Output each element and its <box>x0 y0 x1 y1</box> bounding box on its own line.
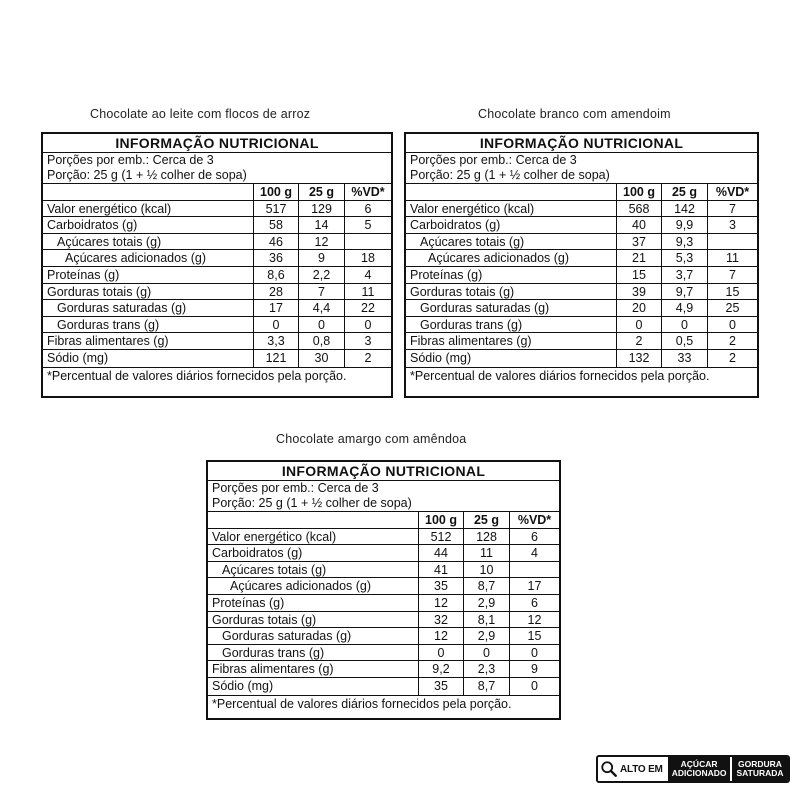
seal-fat-line1: GORDURA <box>738 759 782 769</box>
nutrient-label: Açúcares adicionados (g) <box>406 250 617 266</box>
value-25g: 9,3 <box>662 234 708 250</box>
header-cell: %VD* <box>715 185 750 199</box>
value-vd: 22 <box>361 301 375 316</box>
table-row <box>406 350 757 367</box>
value-100g: 35 <box>419 578 464 594</box>
serving-size: Porção: 25 g (1 + ½ colher de sopa) <box>47 168 247 182</box>
value-vd: 25 <box>725 301 740 316</box>
table-row <box>406 300 757 317</box>
nutrient-label: Gorduras saturadas (g) <box>406 300 617 316</box>
header-cell: 100 g <box>419 512 464 528</box>
panel-caption: Chocolate amargo com amêndoa <box>276 432 467 446</box>
value-25g: 4,9 <box>662 300 708 316</box>
value-25g: 2,9 <box>464 595 510 611</box>
table-row <box>208 628 559 645</box>
value-25g: 0,5 <box>662 333 708 349</box>
nutrient-label: Açúcares adicionados (g) <box>208 578 419 594</box>
nutrient-label: Proteínas (g) <box>43 267 254 283</box>
nutrient-label: Valor energético (kcal) <box>43 201 254 217</box>
nutrient-label: Açúcares adicionados (g) <box>43 250 254 266</box>
value-vd: 11 <box>726 251 739 266</box>
nutrient-label: Fibras alimentares (g) <box>43 333 254 349</box>
nutrient-label: Gorduras totais (g) <box>406 284 617 300</box>
value-vd: 0 <box>364 317 372 332</box>
table-header-row <box>406 184 757 201</box>
value-vd <box>345 234 391 250</box>
value-100g: 8,6 <box>254 267 299 283</box>
value-25g: 11 <box>464 545 510 561</box>
table-row <box>406 250 757 267</box>
table-title: INFORMAÇÃO NUTRICIONAL <box>406 134 757 153</box>
value-100g: 36 <box>254 250 299 266</box>
value-25g: 2,3 <box>464 661 510 677</box>
value-100g: 568 <box>617 201 662 217</box>
seal-alto-em <box>598 757 666 781</box>
header-cell <box>43 184 254 200</box>
header-cell: 100 g <box>617 184 662 200</box>
value-25g: 7 <box>299 284 345 300</box>
nutrient-label: Gorduras saturadas (g) <box>208 628 419 644</box>
table-row <box>43 234 391 251</box>
header-cell: %VD* <box>517 513 552 527</box>
nutrient-label: Gorduras totais (g) <box>208 612 419 628</box>
front-warning-seal <box>596 755 790 783</box>
value-25g: 8,7 <box>464 578 510 594</box>
value-vd: 0 <box>531 645 538 660</box>
value-vd: 15 <box>527 629 542 644</box>
value-100g: 40 <box>617 217 662 233</box>
value-vd: 17 <box>527 579 542 594</box>
value-25g: 0 <box>299 317 345 333</box>
table-row <box>406 267 757 284</box>
nutrient-label: Gorduras trans (g) <box>208 645 419 661</box>
table-row <box>43 267 391 284</box>
seal-saturated-fat <box>730 757 787 781</box>
table-header-row <box>43 184 391 201</box>
value-vd: 2 <box>729 350 736 365</box>
value-100g: 37 <box>617 234 662 250</box>
nutrient-label: Açúcares totais (g) <box>406 234 617 250</box>
seal-sugar-line1: AÇÚCAR <box>680 759 718 769</box>
nutrient-label: Proteínas (g) <box>208 595 419 611</box>
value-25g: 8,7 <box>464 678 510 695</box>
nutrient-label: Carboidratos (g) <box>406 217 617 233</box>
value-100g: 0 <box>419 645 464 661</box>
value-25g: 4,4 <box>299 300 345 316</box>
value-100g: 2 <box>617 333 662 349</box>
table-row <box>43 317 391 334</box>
table-row <box>43 201 391 218</box>
footnote: *Percentual de valores diários fornecidos pela porção. <box>406 367 757 385</box>
nutrient-label: Carboidratos (g) <box>208 545 419 561</box>
header-cell: %VD* <box>351 185 385 199</box>
table-row <box>43 350 391 367</box>
table-title: INFORMAÇÃO NUTRICIONAL <box>208 462 559 481</box>
value-vd: 4 <box>531 546 538 561</box>
value-25g: 128 <box>464 529 510 545</box>
value-25g: 0 <box>662 317 708 333</box>
table-row <box>208 612 559 629</box>
nutrient-label: Sódio (mg) <box>406 350 617 367</box>
panel-caption: Chocolate branco com amendoim <box>478 107 671 121</box>
value-vd: 12 <box>527 612 542 627</box>
value-100g: 0 <box>254 317 299 333</box>
value-100g: 20 <box>617 300 662 316</box>
value-100g: 35 <box>419 678 464 695</box>
nutrient-label: Fibras alimentares (g) <box>208 661 419 677</box>
table-row <box>208 545 559 562</box>
value-100g: 39 <box>617 284 662 300</box>
value-vd <box>510 562 559 578</box>
nutrient-label: Açúcares totais (g) <box>43 234 254 250</box>
nutrient-label: Sódio (mg) <box>43 350 254 367</box>
nutrition-table-milk-rice <box>41 132 393 398</box>
nutrient-label: Sódio (mg) <box>208 678 419 695</box>
nutrient-label: Fibras alimentares (g) <box>406 333 617 349</box>
table-title: INFORMAÇÃO NUTRICIONAL <box>43 134 391 153</box>
value-vd: 15 <box>725 284 740 299</box>
value-vd: 4 <box>364 267 372 282</box>
value-25g: 9,7 <box>662 284 708 300</box>
table-row <box>406 201 757 218</box>
value-25g: 9,9 <box>662 217 708 233</box>
table-header-row <box>208 512 559 529</box>
servings-per-package: Porções por emb.: Cerca de 3 <box>212 481 379 495</box>
table-row <box>406 217 757 234</box>
value-100g: 15 <box>617 267 662 283</box>
header-cell: 25 g <box>299 184 345 200</box>
nutrient-label: Gorduras trans (g) <box>43 317 254 333</box>
value-25g: 0,8 <box>299 333 345 349</box>
table-row <box>43 217 391 234</box>
header-cell: 25 g <box>464 512 510 528</box>
serving-size: Porção: 25 g (1 + ½ colher de sopa) <box>212 496 412 510</box>
value-100g: 9,2 <box>419 661 464 677</box>
nutrient-label: Gorduras saturadas (g) <box>43 300 254 316</box>
value-vd <box>708 234 757 250</box>
value-100g: 41 <box>419 562 464 578</box>
value-25g: 30 <box>299 350 345 367</box>
footnote: *Percentual de valores diários fornecidos pela porção. <box>208 695 559 713</box>
table-row <box>43 250 391 267</box>
header-cell <box>406 184 617 200</box>
table-row <box>406 333 757 350</box>
value-100g: 517 <box>254 201 299 217</box>
seal-sugar-line2: ADICIONADO <box>671 768 727 778</box>
value-vd: 3 <box>364 334 372 349</box>
panel-caption: Chocolate ao leite com flocos de arroz <box>90 107 311 121</box>
value-100g: 46 <box>254 234 299 250</box>
value-100g: 17 <box>254 300 299 316</box>
magnifier-icon <box>600 760 618 778</box>
value-25g: 10 <box>464 562 510 578</box>
value-100g: 21 <box>617 250 662 266</box>
table-row <box>208 562 559 579</box>
serving-size: Porção: 25 g (1 + ½ colher de sopa) <box>410 168 610 182</box>
value-100g: 121 <box>254 350 299 367</box>
value-100g: 58 <box>254 217 299 233</box>
value-vd: 7 <box>729 267 736 282</box>
table-row <box>208 578 559 595</box>
value-100g: 512 <box>419 529 464 545</box>
nutrient-label: Proteínas (g) <box>406 267 617 283</box>
value-25g: 142 <box>662 201 708 217</box>
servings-per-package: Porções por emb.: Cerca de 3 <box>47 153 214 167</box>
table-row <box>406 317 757 334</box>
value-100g: 3,3 <box>254 333 299 349</box>
value-100g: 28 <box>254 284 299 300</box>
seal-alto-label: ALTO EM <box>620 763 663 775</box>
nutrient-label: Valor energético (kcal) <box>406 201 617 217</box>
value-25g: 8,1 <box>464 612 510 628</box>
value-25g: 2,2 <box>299 267 345 283</box>
value-vd: 9 <box>531 662 538 677</box>
header-cell <box>208 512 419 528</box>
seal-added-sugar <box>666 757 731 781</box>
value-100g: 12 <box>419 595 464 611</box>
nutrient-label: Gorduras totais (g) <box>43 284 254 300</box>
value-25g: 9 <box>299 250 345 266</box>
footnote: *Percentual de valores diários fornecidos pela porção. <box>43 367 391 385</box>
value-25g: 12 <box>299 234 345 250</box>
value-100g: 132 <box>617 350 662 367</box>
nutrition-table-dark-almond <box>206 460 561 720</box>
nutrient-label: Valor energético (kcal) <box>208 529 419 545</box>
header-cell: 100 g <box>254 184 299 200</box>
value-100g: 44 <box>419 545 464 561</box>
table-row <box>208 645 559 662</box>
value-vd: 0 <box>729 317 736 332</box>
header-cell: 25 g <box>662 184 708 200</box>
table-row <box>208 595 559 612</box>
table-row <box>406 284 757 301</box>
value-25g: 14 <box>299 217 345 233</box>
value-100g: 12 <box>419 628 464 644</box>
nutrition-table-white-peanut <box>404 132 759 398</box>
nutrient-rows <box>406 183 757 367</box>
value-25g: 2,9 <box>464 628 510 644</box>
value-25g: 0 <box>464 645 510 661</box>
table-row <box>406 234 757 251</box>
nutrient-rows <box>208 511 559 695</box>
value-vd: 3 <box>729 218 736 233</box>
seal-fat-line2: SATURADA <box>736 768 784 778</box>
value-vd: 6 <box>364 201 372 216</box>
value-vd: 5 <box>364 218 372 233</box>
table-row <box>43 284 391 301</box>
value-25g: 33 <box>662 350 708 367</box>
servings-per-package: Porções por emb.: Cerca de 3 <box>410 153 577 167</box>
table-row <box>208 529 559 546</box>
table-row <box>208 678 559 695</box>
value-100g: 32 <box>419 612 464 628</box>
value-vd: 0 <box>531 678 538 693</box>
value-vd: 6 <box>531 595 538 610</box>
nutrient-label: Gorduras trans (g) <box>406 317 617 333</box>
value-vd: 18 <box>361 251 375 266</box>
value-vd: 11 <box>361 284 375 299</box>
value-100g: 0 <box>617 317 662 333</box>
value-25g: 3,7 <box>662 267 708 283</box>
value-vd: 6 <box>531 529 538 544</box>
nutrient-label: Açúcares totais (g) <box>208 562 419 578</box>
value-vd: 2 <box>364 350 372 365</box>
value-25g: 5,3 <box>662 250 708 266</box>
value-25g: 129 <box>299 201 345 217</box>
table-row <box>43 333 391 350</box>
nutrient-rows <box>43 183 391 367</box>
table-row <box>43 300 391 317</box>
value-vd: 7 <box>729 201 736 216</box>
value-vd: 2 <box>729 334 736 349</box>
table-row <box>208 661 559 678</box>
nutrient-label: Carboidratos (g) <box>43 217 254 233</box>
